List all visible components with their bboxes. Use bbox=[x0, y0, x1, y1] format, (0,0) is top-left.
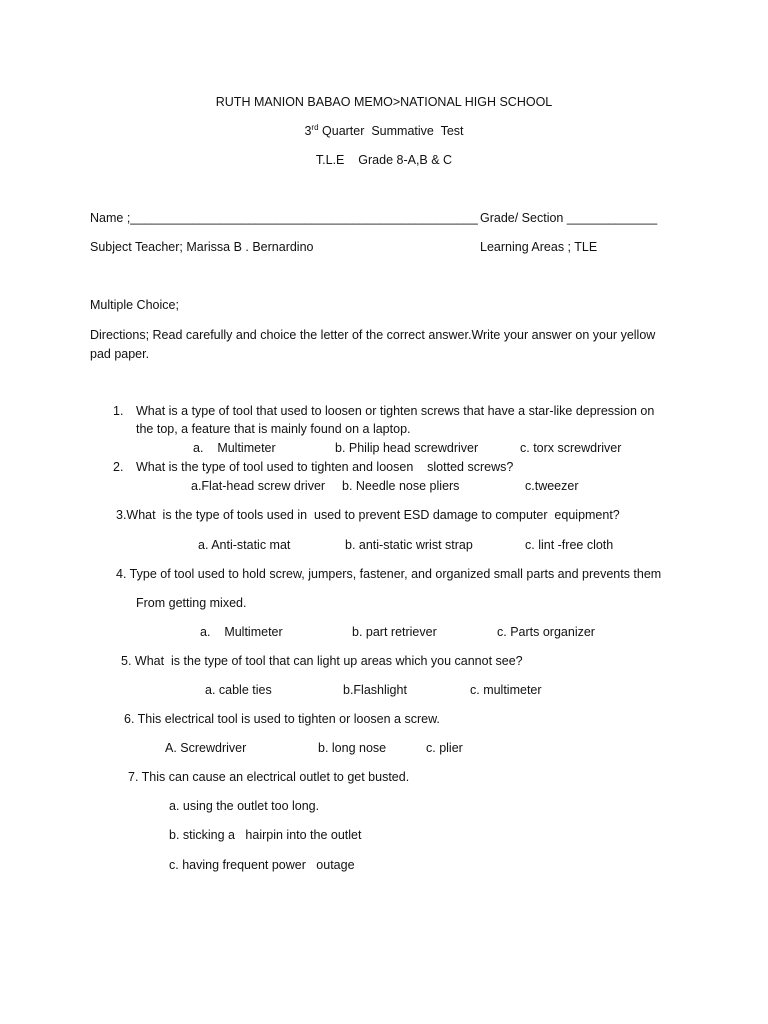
quarter-title bbox=[0, 123, 768, 139]
choice-c: c. plier bbox=[426, 741, 463, 755]
choice-a: a. Anti-static mat bbox=[198, 538, 291, 552]
school-name: RUTH MANION BABAO MEMO>NATIONAL HIGH SCHOOL bbox=[215, 95, 553, 109]
choice-a: a. using the outlet too long. bbox=[169, 799, 320, 813]
test-type: Multiple Choice; bbox=[90, 298, 179, 312]
subject-line: T.L.E Grade 8-A,B & C bbox=[315, 153, 453, 167]
choice-c: c. lint -free cloth bbox=[525, 538, 614, 552]
question-text: the top, a feature that is mainly found on a laptop. bbox=[136, 422, 411, 436]
choice-c: c. having frequent power outage bbox=[169, 858, 355, 872]
question-text: What is a type of tool that used to loosen or tighten screws that have a star-like depression on bbox=[136, 404, 655, 418]
name-field: Name ;__________________________________________________ bbox=[90, 211, 478, 225]
choice-b: b. part retriever bbox=[352, 625, 437, 639]
choice-c: c. Parts organizer bbox=[497, 625, 595, 639]
quarter-rest: Quarter Summative Test bbox=[318, 124, 464, 138]
choice-a: A. Screwdriver bbox=[165, 741, 247, 755]
choice-c: c. torx screwdriver bbox=[520, 441, 622, 455]
choice-a: a.Flat-head screw driver bbox=[191, 479, 326, 493]
choice-b: b. Philip head screwdriver bbox=[335, 441, 479, 455]
question-text: 7. This can cause an electrical outlet to get busted. bbox=[128, 770, 410, 784]
quarter-suffix: rd bbox=[311, 122, 319, 132]
quarter-number: 3 bbox=[304, 124, 312, 138]
choice-a: a. Multimeter bbox=[193, 441, 276, 455]
choice-b: b. long nose bbox=[318, 741, 387, 755]
choice-a: a. Multimeter bbox=[200, 625, 283, 639]
question-text: 6. This electrical tool is used to tighten or loosen a screw. bbox=[124, 712, 440, 726]
grade-section-field: Grade/ Section _____________ bbox=[480, 211, 658, 225]
subject-teacher: Subject Teacher; Marissa B . Bernardino bbox=[90, 240, 314, 254]
question-text: 3.What is the type of tools used in used to prevent ESD damage to computer equipment? bbox=[116, 508, 620, 522]
question-text: What is the type of tool used to tighten and loosen slotted screws? bbox=[136, 460, 514, 474]
choice-b: b.Flashlight bbox=[343, 683, 407, 697]
choice-c: c. multimeter bbox=[470, 683, 542, 697]
choice-b: b. Needle nose pliers bbox=[342, 479, 460, 493]
choice-b: b. sticking a hairpin into the outlet bbox=[169, 828, 362, 842]
learning-areas: Learning Areas ; TLE bbox=[480, 240, 598, 254]
question-number: 1. bbox=[113, 404, 124, 418]
question-text: From getting mixed. bbox=[136, 596, 247, 610]
choice-a: a. cable ties bbox=[205, 683, 272, 697]
question-text: 5. What is the type of tool that can light up areas which you cannot see? bbox=[121, 654, 523, 668]
question-number: 2. bbox=[113, 460, 124, 474]
directions-line-1: Directions; Read carefully and choice the letter of the correct answer.Write your answer on your yellow bbox=[90, 328, 656, 342]
choice-c: c.tweezer bbox=[525, 479, 579, 493]
question-text: 4. Type of tool used to hold screw, jumpers, fastener, and organized small parts and prevents them bbox=[116, 567, 662, 581]
directions-line-2: pad paper. bbox=[90, 347, 150, 361]
choice-b: b. anti-static wrist strap bbox=[345, 538, 473, 552]
